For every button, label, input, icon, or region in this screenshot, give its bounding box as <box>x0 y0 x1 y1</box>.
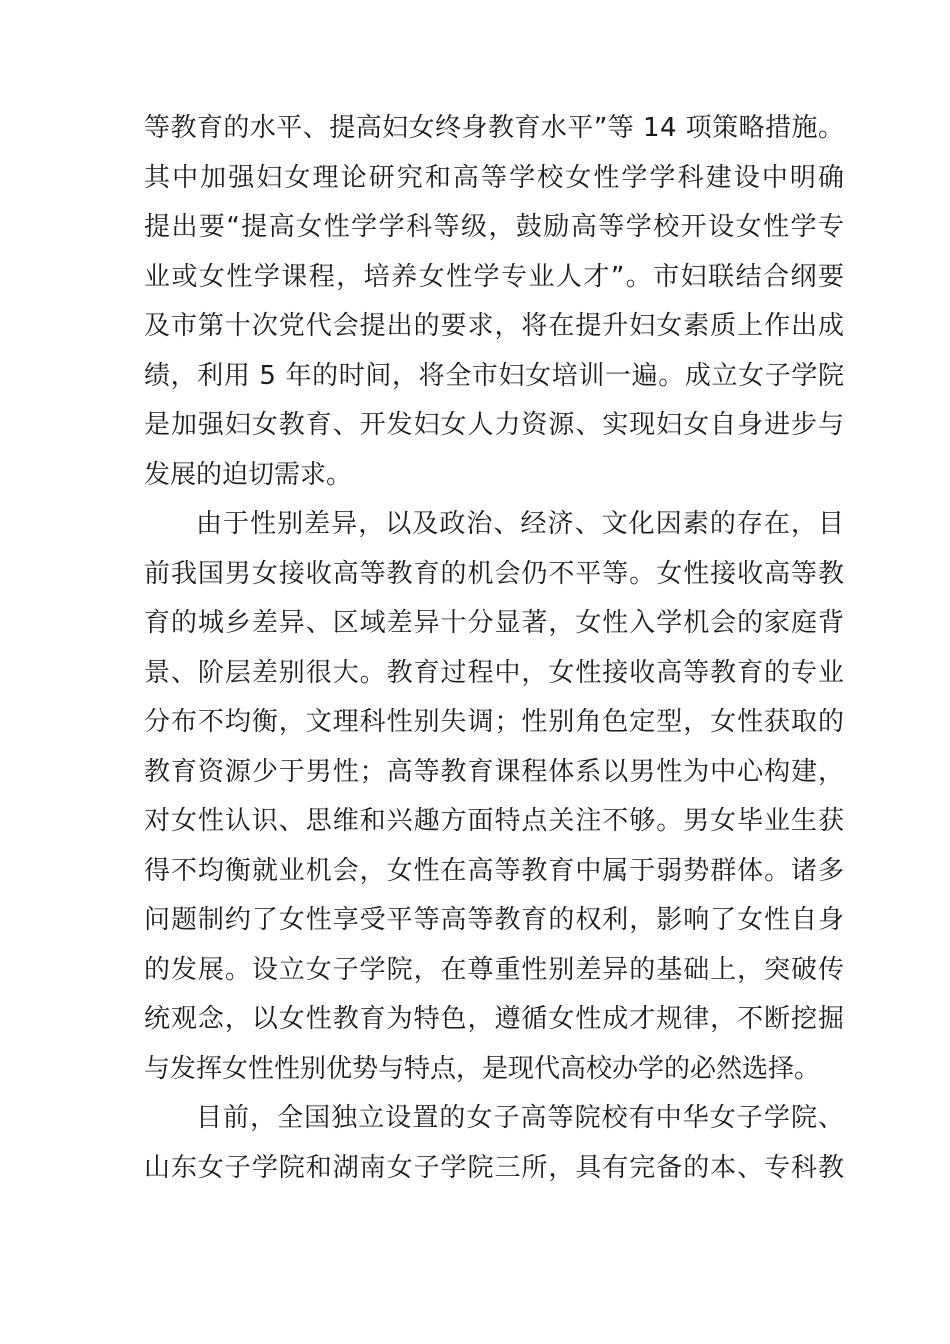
text-line: 与发挥女性性别优势与特点，是现代高校办学的必然选择。 <box>144 1053 821 1084</box>
text-line: 业或女性学课程，培养女性学专业人才”。市妇联结合纲要 <box>144 261 846 292</box>
text-line: 等教育的水平、提高妇女终身教育水平”等 14 项策略措施。 <box>144 113 845 143</box>
text-line: 得不均衡就业机会，女性在高等教育中属于弱势群体。诸多 <box>144 855 845 886</box>
text-line: 的发展。设立女子学院，在尊重性别差异的基础上，突破传 <box>144 954 845 985</box>
text-line: 对女性认识、思维和兴趣方面特点关注不够。男女毕业生获 <box>144 806 845 836</box>
text-line: 景、阶层差别很大。教育过程中，女性接收高等教育的专业 <box>144 657 845 688</box>
text-line: 是加强妇女教育、开发妇女人力资源、实现妇女自身进步与 <box>144 410 845 440</box>
text-line: 其中加强妇女理论研究和高等学校女性学学科建设中明确 <box>144 162 847 193</box>
text-line: 问题制约了女性享受平等高等教育的权利，影响了女性自身 <box>144 905 845 935</box>
paragraph-first-line: 目前，全国独立设置的女子高等院校有中华女子学院、 <box>196 1103 846 1133</box>
text-line: 发展的迫切需求。 <box>144 459 353 490</box>
text-line: 教育资源少于男性；高等教育课程体系以男性为中心构建， <box>144 756 845 787</box>
text-line: 绩，利用 5 年的时间，将全市妇女培训一遍。成立女子学院 <box>144 360 845 391</box>
document-body <box>144 104 847 1193</box>
text-line: 育的城乡差异、区域差异十分显著，女性入学机会的家庭背 <box>144 608 845 638</box>
text-line: 前我国男女接收高等教育的机会仍不平等。女性接收高等教 <box>144 558 845 589</box>
text-line: 提出要“提高女性学学科等级，鼓励高等学校开设女性学专 <box>144 212 846 242</box>
paragraph-first-line: 由于性别差异，以及政治、经济、文化因素的存在，目 <box>196 509 846 539</box>
text-line: 分布不均衡，文理科性别失调；性别角色定型，女性获取的 <box>144 707 845 737</box>
text-line: 统观念，以女性教育为特色，遵循女性成才规律，不断挖掘 <box>144 1004 845 1034</box>
text-line: 及市第十次党代会提出的要求，将在提升妇女素质上作出成 <box>144 311 845 341</box>
text-line: 山东女子学院和湖南女子学院三所，具有完备的本、专科教 <box>144 1152 845 1183</box>
